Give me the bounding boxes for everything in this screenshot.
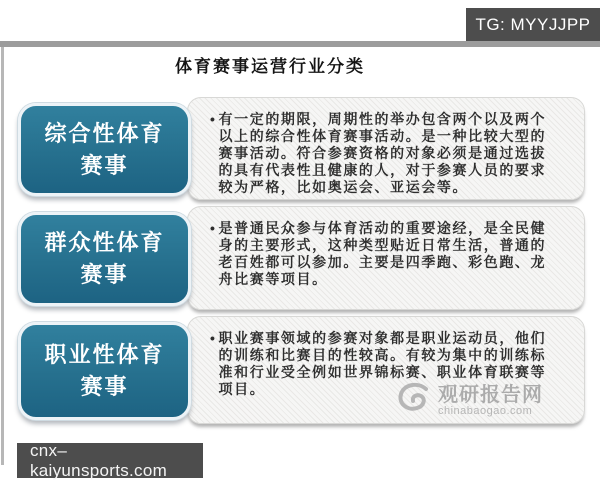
bullet-icon: • [210,111,217,127]
category-label-line2: 赛事 [80,374,129,399]
bullet-icon: • [210,220,217,236]
telegram-tag-bar [466,8,600,41]
category-description-text: 有一定的期限，周期性的举办包含两个以及两个以上的综合性体育赛事活动。是一种比较大型的赛事活动。符合参赛资格的对象必须是通过选拔的具有代表性且健康的人，对于参赛人员的要求较为严格，比如奥运会、亚运会等。 [218,111,547,195]
category-row-mass [18,206,585,313]
category-label-line1: 职业性体育 [44,342,165,368]
bullet-icon: • [210,330,217,346]
top-divider-bar [0,41,600,47]
category-label-line2: 赛事 [80,262,129,287]
site-url-label: cnx–kaiyunsports.com [30,440,168,480]
category-label-line1: 综合性体育 [44,120,165,146]
site-url-bar [17,440,203,480]
telegram-tag-label: TG: MYYJJPP [475,14,591,34]
category-label-line2: 赛事 [80,152,129,178]
category-label-line1: 群众性体育 [44,230,165,256]
category-row-comprehensive [18,97,585,203]
page-title: 体育赛事运营行业分类 [175,57,365,76]
watermark-domain: chinabaogao.com [438,404,533,417]
watermark-name: 观研报告网 [438,383,543,406]
watermark-swirl-icon [396,381,434,420]
category-label-comprehensive [18,103,191,196]
category-label-mass [18,212,191,306]
category-description-text: 是普通民众参与体育活动的重要途经，是全民健身的主要形式，这种类型贴近日常生活，普通的老百姓都可以参加。主要是四季跑、彩色跑、龙舟比赛等项目。 [218,220,547,287]
category-label-professional [18,322,191,420]
category-description-text: 职业赛事领域的参赛对象都是职业运动员，他们的训练和比赛目的性较高。有较为集中的训练标准和行业受全例如世界锦标赛、职业体育联赛等项目。 [218,330,547,397]
watermark [396,381,566,420]
category-description-comprehensive [187,97,585,200]
left-edge-line [1,47,4,465]
watermark-text [438,385,543,417]
category-description-mass [187,206,585,310]
